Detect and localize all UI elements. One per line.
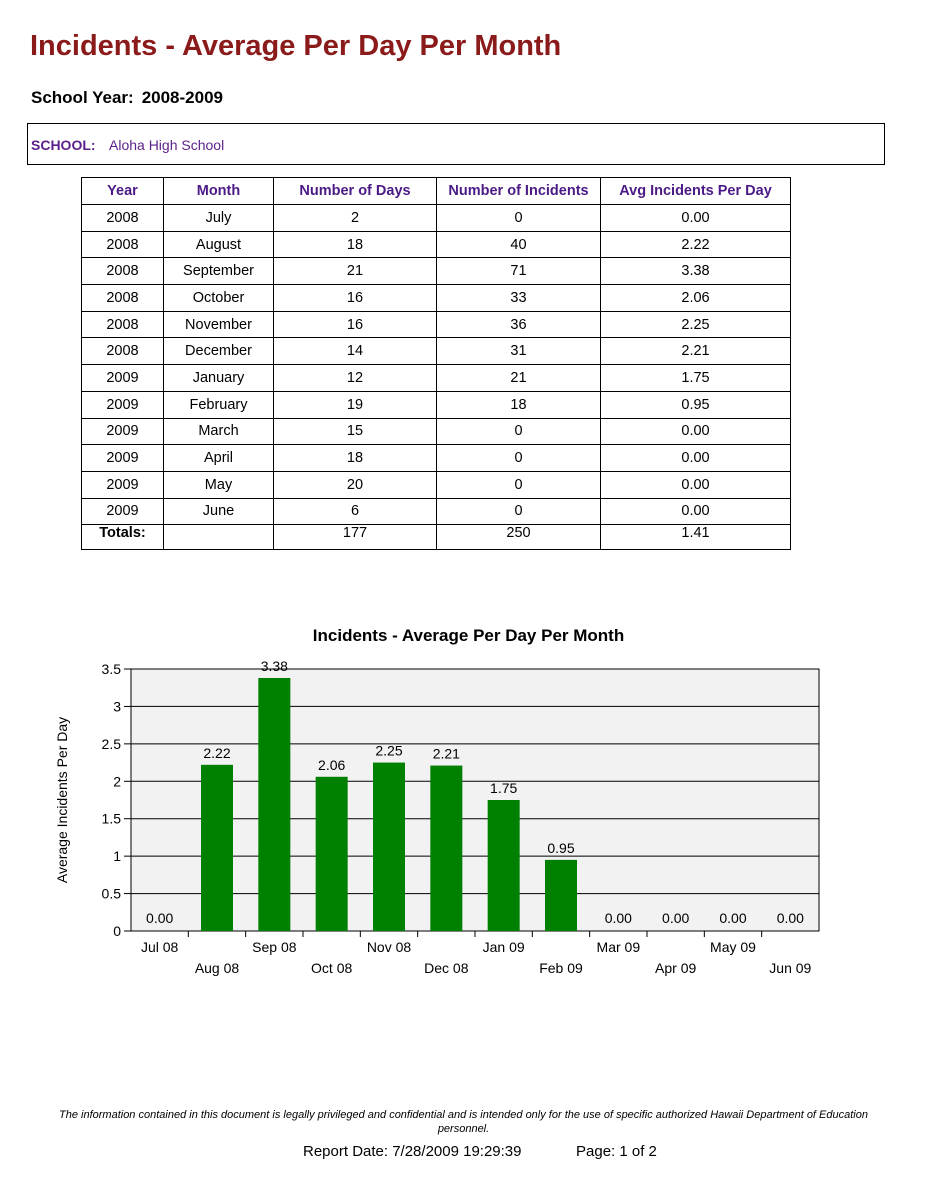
bar <box>201 765 233 931</box>
cell-incidents: 71 <box>437 258 601 285</box>
x-tick-label: Nov 08 <box>366 939 412 955</box>
x-tick-label: May 09 <box>710 939 756 955</box>
x-tick-label: Sep 08 <box>252 939 297 955</box>
cell-days: 6 <box>274 498 437 525</box>
cell-month: June <box>164 498 274 525</box>
cell-days: 12 <box>274 365 437 392</box>
cell-days: 14 <box>274 338 437 365</box>
cell-month: January <box>164 365 274 392</box>
cell-avg: 2.25 <box>601 311 791 338</box>
chart-title: Incidents - Average Per Day Per Month <box>312 626 625 645</box>
cell-year: 2009 <box>82 498 164 525</box>
y-axis-label: Average Incidents Per Day <box>54 716 70 884</box>
report-date: Report Date: 7/28/2009 19:29:39 <box>303 1143 522 1160</box>
cell-month: July <box>164 205 274 232</box>
cell-incidents: 33 <box>437 285 601 312</box>
cell-year: 2009 <box>82 445 164 472</box>
data-label: 2.06 <box>318 756 346 773</box>
header-incidents: Number of Incidents <box>437 178 601 205</box>
cell-year: 2008 <box>82 338 164 365</box>
cell-incidents: 0 <box>437 498 601 525</box>
bar <box>316 777 348 931</box>
cell-year: 2008 <box>82 285 164 312</box>
header-avg: Avg Incidents Per Day <box>601 178 791 205</box>
data-label: 2.21 <box>432 745 460 762</box>
bar <box>373 763 405 931</box>
bar <box>258 678 290 931</box>
cell-days: 15 <box>274 418 437 445</box>
cell-incidents: 0 <box>437 471 601 498</box>
cell-days: 18 <box>274 231 437 258</box>
cell-year: 2008 <box>82 258 164 285</box>
cell-month: May <box>164 471 274 498</box>
cell-incidents: 21 <box>437 365 601 392</box>
header-month: Month <box>164 178 274 205</box>
cell-month: December <box>164 338 274 365</box>
data-label: 2.22 <box>203 744 231 761</box>
cell-year: 2009 <box>82 365 164 392</box>
y-tick-label: 2 <box>113 773 121 790</box>
data-label: 0.00 <box>719 910 747 926</box>
data-label: 0.00 <box>146 910 174 926</box>
cell-month: February <box>164 391 274 418</box>
page-number: Page: 1 of 2 <box>576 1143 657 1160</box>
bar <box>545 860 577 931</box>
y-tick-label: 3.5 <box>101 661 121 677</box>
cell-incidents: 18 <box>437 391 601 418</box>
cell-month: August <box>164 231 274 258</box>
y-tick-label: 3 <box>113 698 121 715</box>
cell-month: September <box>164 258 274 285</box>
cell-year: 2008 <box>82 311 164 338</box>
data-label: 2.25 <box>375 742 403 759</box>
cell-avg: 0.00 <box>601 418 791 445</box>
cell-avg: 0.95 <box>601 391 791 418</box>
cell-avg: 0.00 <box>601 205 791 232</box>
report-title: Incidents - Average Per Day Per Month <box>30 30 562 62</box>
cell-days: 20 <box>274 471 437 498</box>
x-tick-label: Jun 09 <box>769 960 812 976</box>
cell-year: 2008 <box>82 231 164 258</box>
cell-year: 2009 <box>82 391 164 418</box>
y-tick-label: 2.5 <box>101 735 121 752</box>
cell-avg: 2.21 <box>601 338 791 365</box>
header-days: Number of Days <box>274 178 437 205</box>
cell-year: 2008 <box>82 205 164 232</box>
cell-month: November <box>164 311 274 338</box>
cell-avg: 1.75 <box>601 365 791 392</box>
cell-month: April <box>164 445 274 472</box>
totals-incidents: 250 <box>437 525 601 550</box>
x-tick-label: Dec 08 <box>424 960 469 976</box>
data-label: 1.75 <box>490 780 518 796</box>
data-label: 0.95 <box>547 839 575 856</box>
cell-incidents: 0 <box>437 418 601 445</box>
bar <box>430 766 462 931</box>
cell-incidents: 0 <box>437 445 601 472</box>
cell-days: 2 <box>274 205 437 232</box>
cell-month: October <box>164 285 274 312</box>
cell-incidents: 0 <box>437 205 601 232</box>
school-label: SCHOOL: <box>31 137 96 153</box>
cell-days: 21 <box>274 258 437 285</box>
cell-year: 2009 <box>82 471 164 498</box>
y-tick-label: 1.5 <box>101 810 121 827</box>
header-year: Year <box>82 178 164 205</box>
cell-days: 18 <box>274 445 437 472</box>
cell-days: 16 <box>274 285 437 312</box>
x-tick-label: Feb 09 <box>539 960 583 976</box>
cell-incidents: 31 <box>437 338 601 365</box>
y-tick-label: 0 <box>113 923 121 939</box>
y-tick-label: 0.5 <box>101 885 121 902</box>
plot-area <box>131 669 819 931</box>
cell-avg: 2.06 <box>601 285 791 312</box>
x-tick-label: Apr 09 <box>655 960 697 976</box>
x-tick-label: Mar 09 <box>596 939 641 955</box>
school-year-label: School Year: <box>31 88 134 107</box>
y-tick-label: 1 <box>113 848 121 865</box>
data-label: 0.00 <box>776 910 804 926</box>
school-name: Aloha High School <box>109 137 225 153</box>
cell-avg: 0.00 <box>601 471 791 498</box>
cell-incidents: 36 <box>437 311 601 338</box>
cell-days: 19 <box>274 391 437 418</box>
totals-days: 177 <box>274 525 437 550</box>
cell-avg: 0.00 <box>601 445 791 472</box>
school-year-value: 2008-2009 <box>141 88 223 107</box>
totals-label: Totals: <box>82 525 164 550</box>
totals-avg: 1.41 <box>601 525 791 550</box>
cell-month: March <box>164 418 274 445</box>
x-tick-label: Oct 08 <box>311 960 353 976</box>
confidentiality-disclaimer: The information contained in this document is legally privileged and confidential and is intended only for the use of specific authorized Hawaii Department of Education personnel. <box>59 1109 868 1135</box>
data-label: 3.38 <box>260 657 288 674</box>
cell-incidents: 40 <box>437 231 601 258</box>
cell-days: 16 <box>274 311 437 338</box>
data-label: 0.00 <box>662 910 690 926</box>
x-tick-label: Jul 08 <box>140 939 179 955</box>
cell-year: 2009 <box>82 418 164 445</box>
x-tick-label: Jan 09 <box>482 939 525 955</box>
bar <box>488 800 520 931</box>
cell-avg: 0.00 <box>601 498 791 525</box>
cell-avg: 2.22 <box>601 231 791 258</box>
cell-avg: 3.38 <box>601 258 791 285</box>
data-label: 0.00 <box>604 910 632 926</box>
x-tick-label: Aug 08 <box>194 960 240 976</box>
